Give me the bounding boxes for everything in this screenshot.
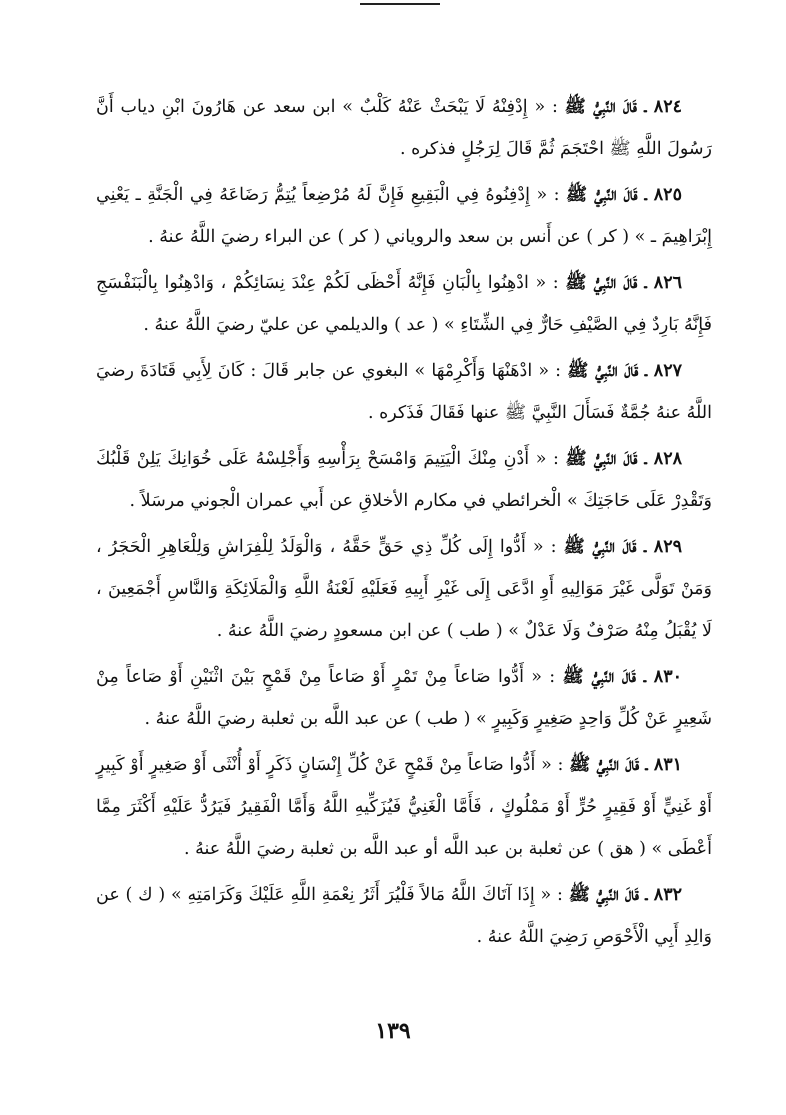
hadith-number: ٨٢٨	[653, 449, 682, 469]
hadith-826: ٨٢٦ ـ قَالَ النَّبِيُّ ﷺ : « ادْهِنُوا بِالْبَانِ فَإِنَّهُ أَحْظَى لَكُمْ عِنْدَ نِسَائِكُمْ ، وَادْهِنُوا بِالْبَنَفْسَجِ فَإِنَّهُ بَارِدٌ فِي الصَّيْفِ حَارٌّ فِي الشِّتَاءِ » ( عد ) والديلمي عن عليّ رضيَ اللَّهُ عنهُ .	[96, 273, 712, 335]
hadith-speaker: قَالَ النَّبِيُّ ﷺ	[563, 537, 637, 557]
hadith-text: : « أَدْنِ مِنْكَ الْيَتِيمَ وَامْسَحْ بِرَأْسِهِ وَأَجْلِسْهُ عَلَى خُوَانِكَ يَلِنْ قَلْبُكَ وَتَقْدِرْ عَلَى حَاجَتِكَ » الْخرائطي في مكارم الأخلاقِ عن أَبي عمران الْجوني مرسَلاً .	[96, 449, 712, 511]
hadith-number: ٨٣٢	[653, 885, 682, 905]
hadith-text: : « ادْهِنُوا بِالْبَانِ فَإِنَّهُ أَحْظَى لَكُمْ عِنْدَ نِسَائِكُمْ ، وَادْهِنُوا بِالْبَنَفْسَجِ فَإِنَّهُ بَارِدٌ فِي الصَّيْفِ حَارٌّ فِي الشِّتَاءِ » ( عد ) والديلمي عن عليّ رضيَ اللَّهُ عنهُ .	[96, 273, 712, 335]
hadith-text: : « أَدُّوا إِلَى كُلِّ ذِي حَقٍّ حَقَّهُ ، وَالْوَلَدُ لِلْفِرَاشِ وَلِلْعَاهِرِ الْحَجَرُ ، وَمَنْ تَوَلَّى غَيْرَ مَوَالِيهِ أَوِ ادَّعَى إِلَى غَيْرِ أَبِيهِ فَعَلَيْهِ لَعْنَةُ اللَّهِ وَالْمَلَائِكَةِ وَالنَّاسِ أَجْمَعِينَ ، لَا يُقْبَلُ مِنْهُ صَرْفٌ وَلَا عَدْلٌ » ( طب ) عن ابن مسعودٍ رضيَ اللَّهُ عنهُ .	[96, 537, 712, 641]
hadith-text: : « ادْهَنْهَا وَأَكْرِمْهَا » البغوي عن جابر قَالَ : كَانَ لِأَبِي قَتَادَةَ رضيَ اللَّهُ عنهُ جُمَّةٌ فَسَأَلَ النَّبِيَّ ﷺ عنها فَقَالَ فَذَكره .	[96, 361, 712, 423]
page-body	[96, 86, 712, 962]
hadith-number: ٨٢٦	[653, 273, 682, 293]
hadith-number: ٨٢٩	[653, 537, 682, 557]
hadith-830: ٨٣٠ ـ قَالَ النَّبِيُّ ﷺ : « أَدُّوا صَاعاً مِنْ تَمْرٍ أَوْ صَاعاً مِنْ قَمْحٍ بَيْنَ اثْنَيْنِ أَوْ صَاعاً مِنْ شَعِيرٍ عَنْ كُلِّ وَاحِدٍ صَغِيرٍ وَكَبِيرٍ » ( طب ) عن عبد اللَّه بن ثعلبة رضيَ اللَّهُ عنهُ .	[96, 667, 712, 729]
hadith-827: ٨٢٧ ـ قَالَ النَّبِيُّ ﷺ : « ادْهَنْهَا وَأَكْرِمْهَا » البغوي عن جابر قَالَ : كَانَ لِأَبِي قَتَادَةَ رضيَ اللَّهُ عنهُ جُمَّةٌ فَسَأَلَ النَّبِيَّ ﷺ عنها فَقَالَ فَذَكره .	[96, 361, 712, 423]
hadith-831: ٨٣١ ـ قَالَ النَّبِيُّ ﷺ : « أَدُّوا صَاعاً مِنْ قَمْحٍ عَنْ كُلِّ إِنْسَانٍ ذَكَرٍ أَوْ أُنْثَى أَوْ صَغِيرٍ أَوْ كَبِيرٍ أَوْ غَنِيٍّ أَوْ فَقِيرٍ حُرٍّ أَوْ مَمْلُوكٍ ، فَأَمَّا الْغَنِيُّ فَيُزَكِّيهِ اللَّهُ وَأَمَّا الْفَقِيرُ فَيَرُدُّ عَلَيْهِ أَكْثَرَ مِمَّا أَعْطَى » ( هق ) عن ثعلبة بن عبد اللَّه أو عبد اللَّه بن ثعلبة رضيَ اللَّهُ عنهُ .	[96, 755, 712, 859]
hadith-speaker: قَالَ النَّبِيُّ ﷺ	[569, 755, 640, 775]
hadith-number: ٨٢٧	[653, 361, 682, 381]
hadith-text: : « أَدُّوا صَاعاً مِنْ تَمْرٍ أَوْ صَاعاً مِنْ قَمْحٍ بَيْنَ اثْنَيْنِ أَوْ صَاعاً مِنْ شَعِيرٍ عَنْ كُلِّ وَاحِدٍ صَغِيرٍ وَكَبِيرٍ » ( طب ) عن عبد اللَّه بن ثعلبة رضيَ اللَّهُ عنهُ .	[96, 667, 712, 729]
hadith-number: ٨٢٤	[653, 97, 682, 117]
hadith-speaker: قَالَ النَّبِيُّ ﷺ	[565, 273, 638, 293]
hadith-speaker: قَالَ النَّبِيُّ ﷺ	[562, 667, 636, 687]
hadith-text: : « إِدْفِنُوهُ فِي الْبَقِيعِ فَإِنَّ لَهُ مُرْضِعاً يُتِمُّ رَضَاعَهُ فِي الْجَنَّةِ ـ يَعْنِي إِبْرَاهِيمَ ـ » ( كر ) عن أَنس بن سعد والروياني ( كر ) عن البراء رضيَ اللَّهُ عنهُ .	[96, 185, 712, 247]
hadith-speaker: قَالَ النَّبِيُّ ﷺ	[567, 361, 639, 381]
hadith-824: ٨٢٤ ـ قَالَ النَّبِيُّ ﷺ : « إِدْفِنْهُ لَا يَبْحَثْ عَنْهُ كَلْبٌ » ابن سعد عن هَارُونَ ابْنِ دياب أَنَّ رَسُولَ اللَّهِ ﷺ احْتَجَمَ ثُمَّ قَالَ لِرَجُلٍ فذكره .	[96, 97, 712, 159]
top-rule	[360, 3, 440, 5]
hadith-number: ٨٣٠	[653, 667, 682, 687]
hadith-text: : « أَدُّوا صَاعاً مِنْ قَمْحٍ عَنْ كُلِّ إِنْسَانٍ ذَكَرٍ أَوْ أُنْثَى أَوْ صَغِيرٍ أَوْ كَبِيرٍ أَوْ غَنِيٍّ أَوْ فَقِيرٍ حُرٍّ أَوْ مَمْلُوكٍ ، فَأَمَّا الْغَنِيُّ فَيُزَكِّيهِ اللَّهُ وَأَمَّا الْفَقِيرُ فَيَرُدُّ عَلَيْهِ أَكْثَرَ مِمَّا أَعْطَى » ( هق ) عن ثعلبة بن عبد اللَّه أو عبد اللَّه بن ثعلبة رضيَ اللَّهُ عنهُ .	[96, 755, 712, 859]
hadith-speaker: قَالَ النَّبِيُّ ﷺ	[565, 449, 638, 469]
hadith-speaker: قَالَ النَّبِيُّ ﷺ	[568, 885, 639, 905]
hadith-number: ٨٢٥	[653, 185, 682, 205]
page-number: ١٣٩	[375, 1018, 411, 1044]
hadith-829: ٨٢٩ ـ قَالَ النَّبِيُّ ﷺ : « أَدُّوا إِلَى كُلِّ ذِي حَقٍّ حَقَّهُ ، وَالْوَلَدُ لِلْفِرَاشِ وَلِلْعَاهِرِ الْحَجَرُ ، وَمَنْ تَوَلَّى غَيْرَ مَوَالِيهِ أَوِ ادَّعَى إِلَى غَيْرِ أَبِيهِ فَعَلَيْهِ لَعْنَةُ اللَّهِ وَالْمَلَائِكَةِ وَالنَّاسِ أَجْمَعِينَ ، لَا يُقْبَلُ مِنْهُ صَرْفٌ وَلَا عَدْلٌ » ( طب ) عن ابن مسعودٍ رضيَ اللَّهُ عنهُ .	[96, 537, 712, 641]
hadith-832: ٨٣٢ ـ قَالَ النَّبِيُّ ﷺ : « إِذَا آتَاكَ اللَّهُ مَالاً فَلْيُرَ أَثَرُ نِعْمَةِ اللَّهِ عَلَيْكَ وَكَرَامَتِهِ » ( ك ) عن وَالِدِ أَبِي الْأَحْوَصِ رَضِيَ اللَّهُ عنهُ .	[96, 885, 712, 947]
hadith-speaker: قَالَ النَّبِيُّ ﷺ	[566, 185, 638, 205]
hadith-text: : « إِذَا آتَاكَ اللَّهُ مَالاً فَلْيُرَ أَثَرُ نِعْمَةِ اللَّهِ عَلَيْكَ وَكَرَامَتِهِ » ( ك ) عن وَالِدِ أَبِي الْأَحْوَصِ رَضِيَ اللَّهُ عنهُ .	[96, 885, 712, 947]
hadith-number: ٨٣١	[653, 755, 683, 775]
hadith-text: : « إِدْفِنْهُ لَا يَبْحَثْ عَنْهُ كَلْبٌ » ابن سعد عن هَارُونَ ابْنِ دياب أَنَّ رَسُولَ اللَّهِ ﷺ احْتَجَمَ ثُمَّ قَالَ لِرَجُلٍ فذكره .	[96, 97, 712, 159]
hadith-speaker: قَالَ النَّبِيُّ ﷺ	[564, 97, 637, 117]
hadith-828: ٨٢٨ ـ قَالَ النَّبِيُّ ﷺ : « أَدْنِ مِنْكَ الْيَتِيمَ وَامْسَحْ بِرَأْسِهِ وَأَجْلِسْهُ عَلَى خُوَانِكَ يَلِنْ قَلْبُكَ وَتَقْدِرْ عَلَى حَاجَتِكَ » الْخرائطي في مكارم الأخلاقِ عن أَبي عمران الْجوني مرسَلاً .	[96, 449, 712, 511]
hadith-825: ٨٢٥ ـ قَالَ النَّبِيُّ ﷺ : « إِدْفِنُوهُ فِي الْبَقِيعِ فَإِنَّ لَهُ مُرْضِعاً يُتِمُّ رَضَاعَهُ فِي الْجَنَّةِ ـ يَعْنِي إِبْرَاهِيمَ ـ » ( كر ) عن أَنس بن سعد والروياني ( كر ) عن البراء رضيَ اللَّهُ عنهُ .	[96, 185, 712, 247]
